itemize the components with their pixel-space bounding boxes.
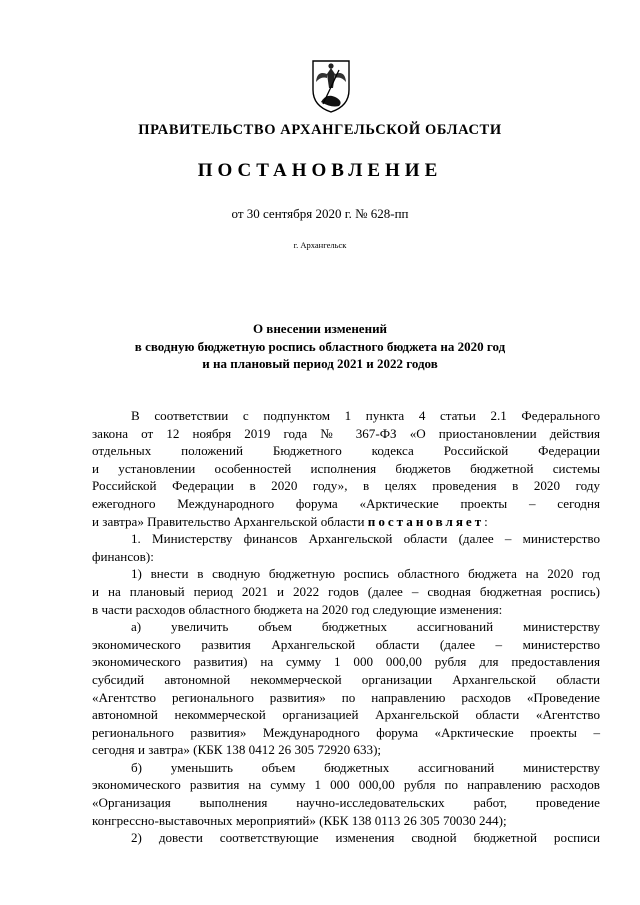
body-line: экономического развития) на сумму 1 000 000,00 рубля для предоставления <box>92 654 600 670</box>
body-line: «Агентство регионального развития» по направлению расходов «Проведение <box>92 689 600 705</box>
subject-line: и на плановый период 2021 и 2022 годов <box>202 356 438 371</box>
document-subject <box>0 320 640 373</box>
body-line: сегодня и завтра» (КБК 138 0412 26 305 72920 633); <box>92 742 382 758</box>
body-line: 1. Министерству финансов Архангельской области (далее – министерство <box>131 531 600 547</box>
body-line: В соответствии с подпунктом 1 пункта 4 статьи 2.1 Федерального <box>131 408 600 423</box>
coat-of-arms-icon <box>309 58 353 114</box>
body-line: ежегодного Международного форума «Арктические проекты – сегодня <box>92 495 600 511</box>
body-line: Российской Федерации в 2020 году», в целях проведения в 2020 году <box>92 478 600 494</box>
body-line: закона от 12 ноября 2019 года № 367-ФЗ «О приостановлении действия <box>92 425 600 441</box>
subject-line: в сводную бюджетную роспись областного бюджета на 2020 год <box>134 338 506 354</box>
document-date-number: от 30 сентября 2020 г. № 628-пп <box>231 206 409 221</box>
body-line: в части расходов областного бюджета на 2020 год следующие изменения: <box>92 601 503 617</box>
body-line: а) увеличить объем бюджетных ассигнований министерству <box>131 619 600 635</box>
subject-line: О внесении изменений <box>252 321 388 336</box>
resolves-word: постановляет <box>367 513 485 529</box>
city: г. Архангельск <box>293 240 347 250</box>
body-line: 2) довести соответствующие изменения сводной бюджетной росписи <box>131 830 600 846</box>
body-line: субсидий автономной некоммерческой организации Архангельской области <box>92 671 600 687</box>
body-line: отдельных положений Бюджетного кодекса Российской Федерации <box>92 443 600 459</box>
body-line: экономического развития на сумму 1 000 000,00 рубля по направлению расходов <box>92 777 600 793</box>
body-line: финансов): <box>92 548 154 564</box>
body-line: б) уменьшить объем бюджетных ассигнований министерству <box>131 759 600 775</box>
body-line: 1) внести в сводную бюджетную роспись областного бюджета на 2020 год <box>131 566 600 582</box>
body-line: и установлении особенностей исполнения бюджетов бюджетной системы <box>92 460 600 476</box>
document-type: ПОСТАНОВЛЕНИЕ <box>197 160 443 181</box>
body-line: автономной некоммерческой организацией Архангельской области «Агентство <box>92 707 600 723</box>
body-line-resolves <box>92 513 600 531</box>
document-body <box>92 407 600 847</box>
body-line: конгрессно-выставочных мероприятий» (КБК 138 0113 26 305 70030 244); <box>92 812 507 828</box>
body-line: «Организация выполнения научно-исследовательских работ, проведение <box>92 795 600 811</box>
body-line: регионального развития» Международного форума «Арктические проекты – <box>92 724 600 740</box>
body-text: : <box>484 513 488 529</box>
government-title: ПРАВИТЕЛЬСТВО АРХАНГЕЛЬСКОЙ ОБЛАСТИ <box>138 122 502 138</box>
body-line: и на плановый период 2021 и 2022 годов (далее – сводная бюджетная роспись) <box>92 583 600 599</box>
body-text: и завтра» Правительство Архангельской области <box>92 513 365 529</box>
body-line: экономического развития Архангельской области (далее – министерство <box>92 636 600 652</box>
